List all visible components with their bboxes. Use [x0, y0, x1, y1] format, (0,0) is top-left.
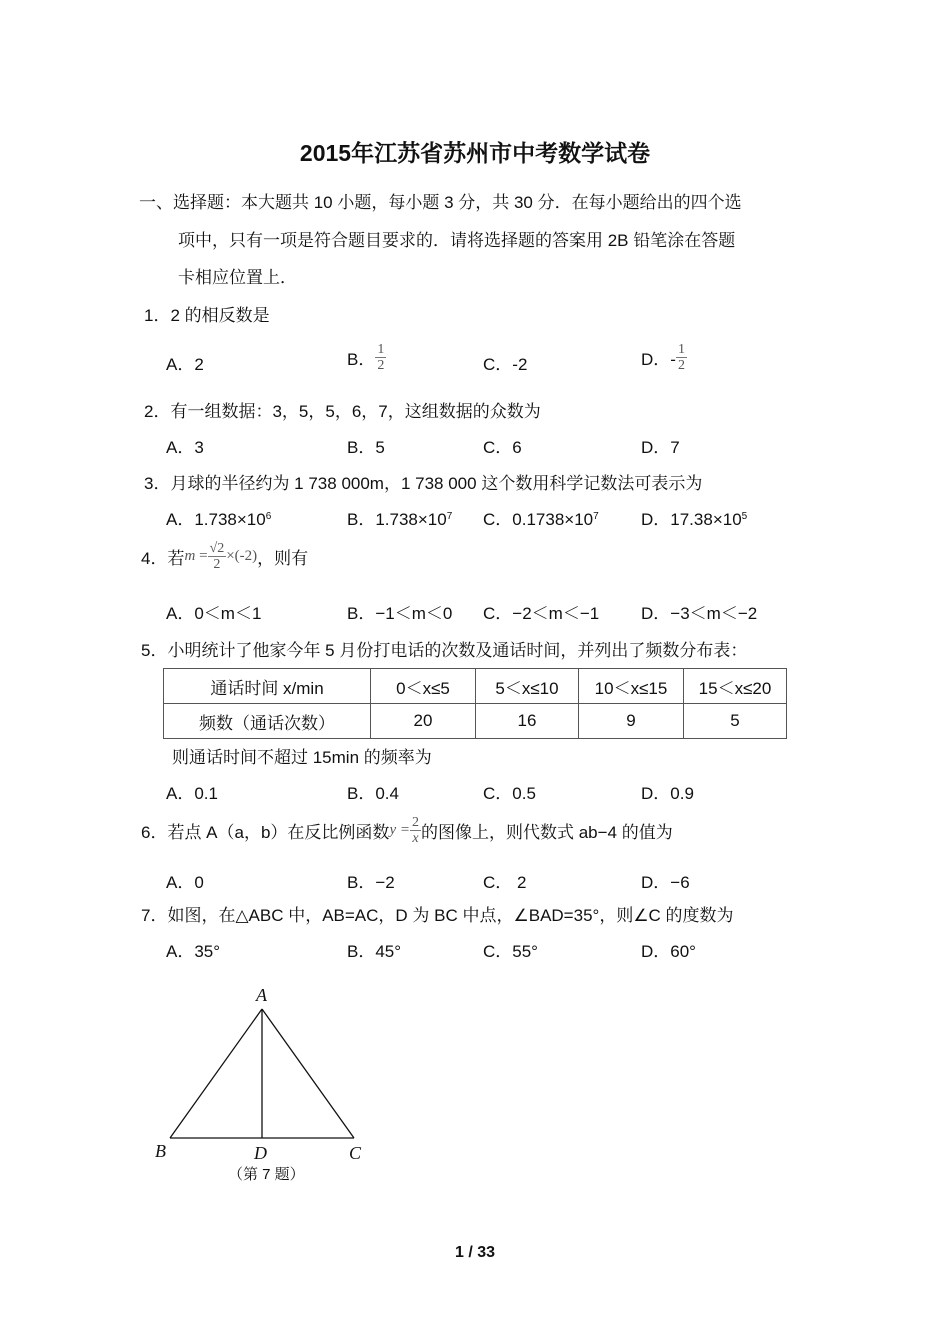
question-7-option-a: A．35° — [166, 942, 221, 961]
question-2-option-d: D．7 — [641, 438, 680, 457]
question-2-option-c: C．6 — [483, 438, 522, 457]
table-cell: 10＜x≤15 — [579, 669, 684, 704]
question-4-option-a: A．0＜m＜1 — [166, 604, 262, 623]
question-5-option-a: A．0.1 — [166, 784, 218, 803]
section-heading-line1: 一、选择题：本大题共 10 小题，每小题 3 分，共 30 分．在每小题给出的四个选 — [139, 193, 742, 212]
question-7-stem: 7．如图，在△ABC 中，AB=AC，D 为 BC 中点，∠BAD=35°，则∠C 的度数为 — [141, 906, 734, 925]
table-cell: 5 — [684, 704, 787, 739]
question-5-option-d: D．0.9 — [641, 784, 694, 803]
question-6-stem: 6．若点 A（a，b）在反比例函数y = $\frac{2}{x}$ 的图像上，则代数式 ab−4 的值为 — [141, 815, 673, 846]
question-3-option-d: D．$17.38\times 10^5$ — [641, 510, 748, 529]
question-3-option-b: B．$1.738\times 10^7$ — [347, 510, 453, 529]
question-4-option-d: D．−3＜m＜−2 — [641, 604, 758, 623]
question-1-stem: 1．2 的相反数是 — [144, 306, 270, 325]
question-4-option-c: C．−2＜m＜−1 — [483, 604, 600, 623]
table-cell: 通话时间 x/min — [164, 669, 371, 704]
table-cell: 5＜x≤10 — [476, 669, 579, 704]
question-6-option-d: D．−6 — [641, 873, 690, 892]
page-title: 2015年江苏省苏州市中考数学试卷 — [299, 140, 651, 166]
question-5-option-c: C．0.5 — [483, 784, 536, 803]
vertex-label-a: A — [256, 985, 267, 1005]
table-cell: 16 — [476, 704, 579, 739]
table-row — [164, 704, 787, 739]
question-6-option-c: C． 2 — [483, 873, 527, 892]
question-3-option-a: A．$1.738\times 10^6$ — [166, 510, 272, 529]
page-number: 1 / 33 — [454, 1244, 496, 1261]
question-1-option-d: D．- $\frac{1}{2}$ — [641, 342, 685, 373]
question-5-stem: 5．小明统计了他家今年 5 月份打电话的次数及通话时间，并列出了频数分布表： — [141, 641, 748, 660]
figure-caption: （第 7 题） — [228, 1166, 305, 1183]
point-label-d: D — [254, 1143, 267, 1163]
question-1-option-c: C．-2 — [483, 355, 528, 374]
table-cell: 15＜x≤20 — [684, 669, 787, 704]
vertex-label-c: C — [349, 1143, 362, 1163]
question-7-option-c: C．55° — [483, 942, 538, 961]
table-cell: 9 — [579, 704, 684, 739]
question-2-stem: 2．有一组数据：3，5，5，6，7，这组数据的众数为 — [144, 402, 541, 421]
question-6-option-b: B．−2 — [347, 873, 395, 892]
fraction: $\frac{1}{2}$ — [677, 342, 685, 373]
question-3-stem: 3．月球的半径约为 1 738 000m，1 738 000 这个数用科学记数法可表示为 — [144, 474, 703, 493]
fraction: $\frac{1}{2}$ — [377, 342, 385, 373]
question-4-stem: 4．若m = $\frac{√2}{2}$ ×(-2)，则有 — [141, 541, 309, 572]
fraction: $\frac{2}{x}$ — [411, 815, 419, 846]
question-7-option-b: B．45° — [347, 942, 402, 961]
section-heading-line2: 项中，只有一项是符合题目要求的．请将选择题的答案用 2B 铅笔涂在答题 — [178, 231, 736, 250]
question-7-option-d: D．60° — [641, 942, 696, 961]
question-4-option-b: B．−1＜m＜0 — [347, 604, 453, 623]
question-6-option-a: A．0 — [166, 873, 204, 892]
question-5-option-b: B．0.4 — [347, 784, 399, 803]
question-2-option-a: A．3 — [166, 438, 204, 457]
question-5-follow: 则通话时间不超过 15min 的频率为 — [172, 748, 432, 767]
section-heading-line3: 卡相应位置上． — [178, 268, 297, 287]
frequency-table — [163, 668, 787, 739]
question-1-option-a: A．2 — [166, 355, 204, 374]
triangle-figure — [150, 985, 380, 1145]
fraction: $\frac{√2}{2}$ — [209, 541, 225, 572]
table-cell: 20 — [371, 704, 476, 739]
table-header-row — [164, 669, 787, 704]
side-ab — [170, 1009, 262, 1138]
table-cell: 0＜x≤5 — [371, 669, 476, 704]
side-ac — [262, 1009, 354, 1138]
question-2-option-b: B．5 — [347, 438, 385, 457]
table-cell: 频数（通话次数） — [164, 704, 371, 739]
question-3-option-c: C．$0.1738\times 10^7$ — [483, 510, 599, 529]
question-1-option-b: B． $\frac{1}{2}$ — [347, 342, 385, 373]
vertex-label-b: B — [155, 1141, 166, 1161]
